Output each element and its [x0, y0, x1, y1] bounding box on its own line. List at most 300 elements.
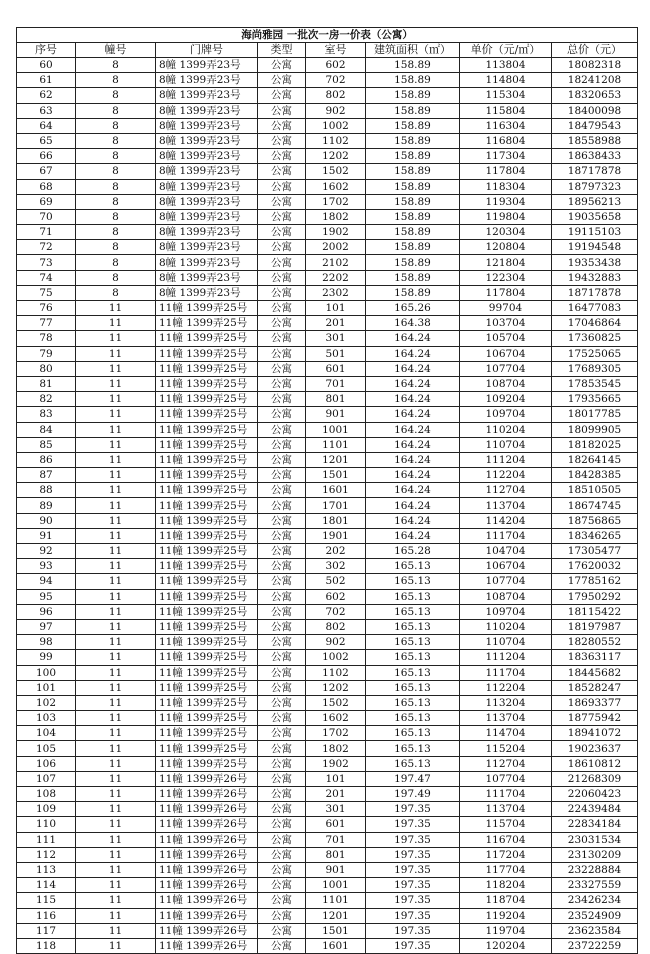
cell-unit-price: 103704	[460, 316, 552, 331]
table-row	[17, 847, 638, 862]
cell-total-price: 19194548	[552, 240, 638, 255]
cell-index: 95	[17, 589, 76, 604]
cell-area: 158.89	[366, 133, 460, 148]
cell-area: 158.89	[366, 240, 460, 255]
cell-index: 60	[17, 58, 76, 73]
cell-unit-price: 107704	[460, 771, 552, 786]
cell-area: 165.13	[366, 589, 460, 604]
cell-area: 158.89	[366, 179, 460, 194]
cell-total-price: 18346265	[552, 528, 638, 543]
cell-door: 11幢 1399弄26号	[156, 862, 258, 877]
cell-building: 11	[76, 695, 156, 710]
cell-type: 公寓	[258, 285, 306, 300]
cell-room: 1502	[306, 164, 366, 179]
cell-area: 165.13	[366, 695, 460, 710]
cell-index: 73	[17, 255, 76, 270]
cell-index: 75	[17, 285, 76, 300]
table-row	[17, 73, 638, 88]
cell-room: 1702	[306, 194, 366, 209]
cell-unit-price: 114804	[460, 73, 552, 88]
cell-building: 11	[76, 726, 156, 741]
cell-total-price: 18320653	[552, 88, 638, 103]
cell-room: 201	[306, 316, 366, 331]
cell-door: 11幢 1399弄26号	[156, 817, 258, 832]
cell-unit-price: 107704	[460, 574, 552, 589]
cell-total-price: 18674745	[552, 498, 638, 513]
cell-total-price: 17689305	[552, 361, 638, 376]
cell-total-price: 18479543	[552, 118, 638, 133]
cell-building: 11	[76, 437, 156, 452]
cell-area: 165.13	[366, 604, 460, 619]
cell-index: 71	[17, 225, 76, 240]
cell-unit-price: 111704	[460, 528, 552, 543]
cell-total-price: 18428385	[552, 468, 638, 483]
cell-room: 1902	[306, 756, 366, 771]
cell-type: 公寓	[258, 316, 306, 331]
cell-room: 502	[306, 574, 366, 589]
table-row	[17, 878, 638, 893]
table-row	[17, 346, 638, 361]
cell-building: 8	[76, 285, 156, 300]
table-row	[17, 726, 638, 741]
cell-type: 公寓	[258, 559, 306, 574]
cell-index: 100	[17, 665, 76, 680]
cell-door: 8幢 1399弄23号	[156, 270, 258, 285]
cell-total-price: 18956213	[552, 194, 638, 209]
cell-door: 11幢 1399弄25号	[156, 301, 258, 316]
cell-room: 101	[306, 771, 366, 786]
cell-total-price: 18182025	[552, 437, 638, 452]
cell-area: 158.89	[366, 164, 460, 179]
cell-door: 11幢 1399弄25号	[156, 695, 258, 710]
cell-building: 11	[76, 407, 156, 422]
table-row	[17, 149, 638, 164]
cell-type: 公寓	[258, 802, 306, 817]
cell-index: 83	[17, 407, 76, 422]
cell-building: 11	[76, 468, 156, 483]
cell-type: 公寓	[258, 270, 306, 285]
cell-door: 8幢 1399弄23号	[156, 255, 258, 270]
table-row	[17, 118, 638, 133]
cell-area: 158.89	[366, 285, 460, 300]
cell-total-price: 19115103	[552, 225, 638, 240]
cell-unit-price: 106704	[460, 559, 552, 574]
table-row	[17, 498, 638, 513]
cell-type: 公寓	[258, 893, 306, 908]
cell-total-price: 17853545	[552, 376, 638, 391]
cell-index: 90	[17, 513, 76, 528]
cell-total-price: 18082318	[552, 58, 638, 73]
cell-type: 公寓	[258, 209, 306, 224]
cell-building: 8	[76, 225, 156, 240]
cell-type: 公寓	[258, 225, 306, 240]
col-header-room: 室号	[306, 43, 366, 58]
cell-room: 1002	[306, 118, 366, 133]
cell-area: 158.89	[366, 194, 460, 209]
cell-building: 11	[76, 680, 156, 695]
cell-total-price: 23130209	[552, 847, 638, 862]
cell-area: 158.89	[366, 118, 460, 133]
cell-unit-price: 112704	[460, 756, 552, 771]
cell-room: 602	[306, 589, 366, 604]
cell-area: 164.38	[366, 316, 460, 331]
cell-door: 11幢 1399弄26号	[156, 878, 258, 893]
cell-total-price: 18717878	[552, 285, 638, 300]
cell-building: 8	[76, 73, 156, 88]
cell-unit-price: 110204	[460, 619, 552, 634]
cell-door: 11幢 1399弄25号	[156, 528, 258, 543]
cell-total-price: 18797323	[552, 179, 638, 194]
cell-door: 8幢 1399弄23号	[156, 133, 258, 148]
table-row	[17, 589, 638, 604]
cell-total-price: 18941072	[552, 726, 638, 741]
cell-building: 11	[76, 544, 156, 559]
table-row	[17, 862, 638, 877]
cell-door: 11幢 1399弄25号	[156, 513, 258, 528]
price-table	[16, 27, 638, 954]
cell-area: 158.89	[366, 270, 460, 285]
cell-unit-price: 114704	[460, 726, 552, 741]
cell-door: 11幢 1399弄25号	[156, 665, 258, 680]
cell-building: 11	[76, 559, 156, 574]
cell-total-price: 18363117	[552, 650, 638, 665]
cell-type: 公寓	[258, 194, 306, 209]
cell-building: 8	[76, 58, 156, 73]
cell-building: 11	[76, 346, 156, 361]
table-row	[17, 893, 638, 908]
cell-unit-price: 109704	[460, 604, 552, 619]
cell-room: 602	[306, 58, 366, 73]
cell-type: 公寓	[258, 726, 306, 741]
cell-total-price: 17525065	[552, 346, 638, 361]
cell-door: 11幢 1399弄25号	[156, 498, 258, 513]
cell-area: 158.89	[366, 103, 460, 118]
col-header-unit-price: 单价（元/㎡）	[460, 43, 552, 58]
cell-room: 2202	[306, 270, 366, 285]
table-row	[17, 88, 638, 103]
table-row	[17, 225, 638, 240]
cell-index: 113	[17, 862, 76, 877]
cell-index: 93	[17, 559, 76, 574]
cell-unit-price: 118204	[460, 878, 552, 893]
cell-type: 公寓	[258, 118, 306, 133]
cell-total-price: 18775942	[552, 711, 638, 726]
table-row	[17, 58, 638, 73]
cell-building: 8	[76, 133, 156, 148]
cell-area: 158.89	[366, 58, 460, 73]
cell-room: 202	[306, 544, 366, 559]
cell-building: 8	[76, 88, 156, 103]
col-header-area: 建筑面积（㎡）	[366, 43, 460, 58]
cell-index: 108	[17, 787, 76, 802]
cell-room: 1502	[306, 695, 366, 710]
cell-room: 1601	[306, 938, 366, 953]
cell-type: 公寓	[258, 361, 306, 376]
cell-unit-price: 109704	[460, 407, 552, 422]
cell-area: 165.26	[366, 301, 460, 316]
cell-type: 公寓	[258, 301, 306, 316]
cell-building: 11	[76, 893, 156, 908]
cell-building: 11	[76, 847, 156, 862]
cell-total-price: 19035658	[552, 209, 638, 224]
table-row	[17, 528, 638, 543]
cell-index: 96	[17, 604, 76, 619]
cell-unit-price: 117304	[460, 149, 552, 164]
cell-building: 11	[76, 923, 156, 938]
cell-total-price: 19432883	[552, 270, 638, 285]
cell-unit-price: 119204	[460, 908, 552, 923]
cell-index: 76	[17, 301, 76, 316]
cell-door: 11幢 1399弄25号	[156, 726, 258, 741]
cell-door: 8幢 1399弄23号	[156, 179, 258, 194]
cell-room: 1102	[306, 133, 366, 148]
cell-index: 89	[17, 498, 76, 513]
cell-index: 87	[17, 468, 76, 483]
cell-room: 1701	[306, 498, 366, 513]
cell-room: 702	[306, 604, 366, 619]
cell-door: 8幢 1399弄23号	[156, 103, 258, 118]
table-row	[17, 923, 638, 938]
cell-room: 2302	[306, 285, 366, 300]
cell-building: 11	[76, 452, 156, 467]
cell-building: 11	[76, 908, 156, 923]
cell-room: 802	[306, 88, 366, 103]
cell-door: 8幢 1399弄23号	[156, 285, 258, 300]
cell-type: 公寓	[258, 407, 306, 422]
col-header-type: 类型	[258, 43, 306, 58]
table-row	[17, 908, 638, 923]
cell-type: 公寓	[258, 862, 306, 877]
col-header-index: 序号	[17, 43, 76, 58]
table-row	[17, 604, 638, 619]
cell-unit-price: 112704	[460, 483, 552, 498]
cell-type: 公寓	[258, 483, 306, 498]
cell-door: 8幢 1399弄23号	[156, 194, 258, 209]
table-row	[17, 711, 638, 726]
table-row	[17, 635, 638, 650]
cell-type: 公寓	[258, 756, 306, 771]
cell-building: 11	[76, 832, 156, 847]
col-header-total-price: 总价（元）	[552, 43, 638, 58]
cell-building: 11	[76, 787, 156, 802]
cell-area: 158.89	[366, 149, 460, 164]
cell-unit-price: 111704	[460, 665, 552, 680]
cell-unit-price: 113704	[460, 711, 552, 726]
cell-unit-price: 113704	[460, 498, 552, 513]
table-row	[17, 422, 638, 437]
cell-index: 102	[17, 695, 76, 710]
cell-total-price: 23623584	[552, 923, 638, 938]
cell-type: 公寓	[258, 346, 306, 361]
table-row	[17, 452, 638, 467]
cell-door: 11幢 1399弄26号	[156, 923, 258, 938]
cell-room: 902	[306, 103, 366, 118]
cell-total-price: 18510505	[552, 483, 638, 498]
cell-building: 11	[76, 619, 156, 634]
cell-room: 101	[306, 301, 366, 316]
cell-building: 11	[76, 483, 156, 498]
cell-index: 78	[17, 331, 76, 346]
cell-index: 105	[17, 741, 76, 756]
cell-area: 197.35	[366, 878, 460, 893]
cell-door: 8幢 1399弄23号	[156, 118, 258, 133]
cell-room: 1501	[306, 468, 366, 483]
cell-building: 11	[76, 938, 156, 953]
cell-room: 702	[306, 73, 366, 88]
cell-type: 公寓	[258, 711, 306, 726]
cell-total-price: 22439484	[552, 802, 638, 817]
cell-building: 11	[76, 771, 156, 786]
cell-unit-price: 113704	[460, 802, 552, 817]
cell-unit-price: 115704	[460, 817, 552, 832]
table-row	[17, 559, 638, 574]
cell-area: 164.24	[366, 407, 460, 422]
cell-unit-price: 120304	[460, 225, 552, 240]
cell-type: 公寓	[258, 452, 306, 467]
cell-door: 11幢 1399弄25号	[156, 422, 258, 437]
cell-unit-price: 120204	[460, 938, 552, 953]
cell-unit-price: 108704	[460, 376, 552, 391]
cell-room: 601	[306, 817, 366, 832]
cell-door: 11幢 1399弄25号	[156, 756, 258, 771]
cell-total-price: 22060423	[552, 787, 638, 802]
cell-door: 11幢 1399弄26号	[156, 832, 258, 847]
cell-building: 8	[76, 149, 156, 164]
cell-area: 165.13	[366, 665, 460, 680]
cell-area: 158.89	[366, 225, 460, 240]
cell-building: 11	[76, 635, 156, 650]
cell-unit-price: 111704	[460, 787, 552, 802]
cell-room: 1101	[306, 893, 366, 908]
cell-door: 8幢 1399弄23号	[156, 240, 258, 255]
table-row	[17, 787, 638, 802]
col-header-door: 门牌号	[156, 43, 258, 58]
cell-unit-price: 118704	[460, 893, 552, 908]
cell-unit-price: 117704	[460, 862, 552, 877]
table-row	[17, 194, 638, 209]
cell-area: 158.89	[366, 255, 460, 270]
cell-unit-price: 118304	[460, 179, 552, 194]
cell-door: 8幢 1399弄23号	[156, 164, 258, 179]
cell-area: 164.24	[366, 483, 460, 498]
cell-door: 11幢 1399弄25号	[156, 559, 258, 574]
cell-room: 1802	[306, 209, 366, 224]
cell-type: 公寓	[258, 376, 306, 391]
cell-total-price: 17305477	[552, 544, 638, 559]
cell-room: 801	[306, 392, 366, 407]
cell-room: 201	[306, 787, 366, 802]
cell-door: 11幢 1399弄25号	[156, 346, 258, 361]
table-row	[17, 817, 638, 832]
table-row	[17, 285, 638, 300]
cell-door: 11幢 1399弄25号	[156, 544, 258, 559]
cell-unit-price: 117204	[460, 847, 552, 862]
cell-room: 1601	[306, 483, 366, 498]
cell-area: 165.13	[366, 711, 460, 726]
cell-building: 11	[76, 741, 156, 756]
cell-building: 8	[76, 255, 156, 270]
cell-total-price: 19353438	[552, 255, 638, 270]
cell-door: 11幢 1399弄26号	[156, 787, 258, 802]
cell-index: 106	[17, 756, 76, 771]
cell-type: 公寓	[258, 58, 306, 73]
cell-unit-price: 104704	[460, 544, 552, 559]
cell-total-price: 23426234	[552, 893, 638, 908]
cell-unit-price: 112204	[460, 468, 552, 483]
cell-area: 164.24	[366, 331, 460, 346]
cell-unit-price: 115304	[460, 88, 552, 103]
cell-area: 197.35	[366, 908, 460, 923]
cell-total-price: 18638433	[552, 149, 638, 164]
table-row	[17, 331, 638, 346]
cell-room: 1801	[306, 513, 366, 528]
cell-unit-price: 116704	[460, 832, 552, 847]
cell-total-price: 18264145	[552, 452, 638, 467]
cell-type: 公寓	[258, 589, 306, 604]
cell-index: 64	[17, 118, 76, 133]
cell-area: 164.24	[366, 528, 460, 543]
cell-room: 1201	[306, 452, 366, 467]
cell-door: 11幢 1399弄25号	[156, 437, 258, 452]
table-row	[17, 255, 638, 270]
cell-room: 1001	[306, 422, 366, 437]
cell-type: 公寓	[258, 771, 306, 786]
cell-area: 197.35	[366, 817, 460, 832]
cell-type: 公寓	[258, 468, 306, 483]
cell-room: 2102	[306, 255, 366, 270]
cell-unit-price: 116804	[460, 133, 552, 148]
cell-building: 11	[76, 498, 156, 513]
cell-index: 81	[17, 376, 76, 391]
cell-building: 8	[76, 240, 156, 255]
cell-type: 公寓	[258, 164, 306, 179]
cell-building: 11	[76, 301, 156, 316]
cell-type: 公寓	[258, 73, 306, 88]
table-row	[17, 832, 638, 847]
cell-type: 公寓	[258, 847, 306, 862]
table-row	[17, 544, 638, 559]
cell-type: 公寓	[258, 528, 306, 543]
cell-building: 11	[76, 711, 156, 726]
cell-room: 2002	[306, 240, 366, 255]
cell-total-price: 18610812	[552, 756, 638, 771]
cell-unit-price: 117804	[460, 285, 552, 300]
cell-room: 902	[306, 635, 366, 650]
cell-unit-price: 122304	[460, 270, 552, 285]
cell-building: 11	[76, 802, 156, 817]
cell-type: 公寓	[258, 103, 306, 118]
table-row	[17, 164, 638, 179]
table-row	[17, 771, 638, 786]
cell-room: 701	[306, 832, 366, 847]
cell-room: 901	[306, 862, 366, 877]
cell-room: 1202	[306, 149, 366, 164]
table-row	[17, 513, 638, 528]
cell-total-price: 23031534	[552, 832, 638, 847]
cell-door: 11幢 1399弄26号	[156, 771, 258, 786]
cell-type: 公寓	[258, 938, 306, 953]
cell-room: 1201	[306, 908, 366, 923]
table-row	[17, 680, 638, 695]
cell-door: 11幢 1399弄25号	[156, 680, 258, 695]
cell-type: 公寓	[258, 240, 306, 255]
cell-index: 101	[17, 680, 76, 695]
cell-area: 197.35	[366, 893, 460, 908]
cell-room: 1602	[306, 711, 366, 726]
cell-area: 164.24	[366, 498, 460, 513]
cell-door: 11幢 1399弄25号	[156, 361, 258, 376]
cell-building: 8	[76, 194, 156, 209]
